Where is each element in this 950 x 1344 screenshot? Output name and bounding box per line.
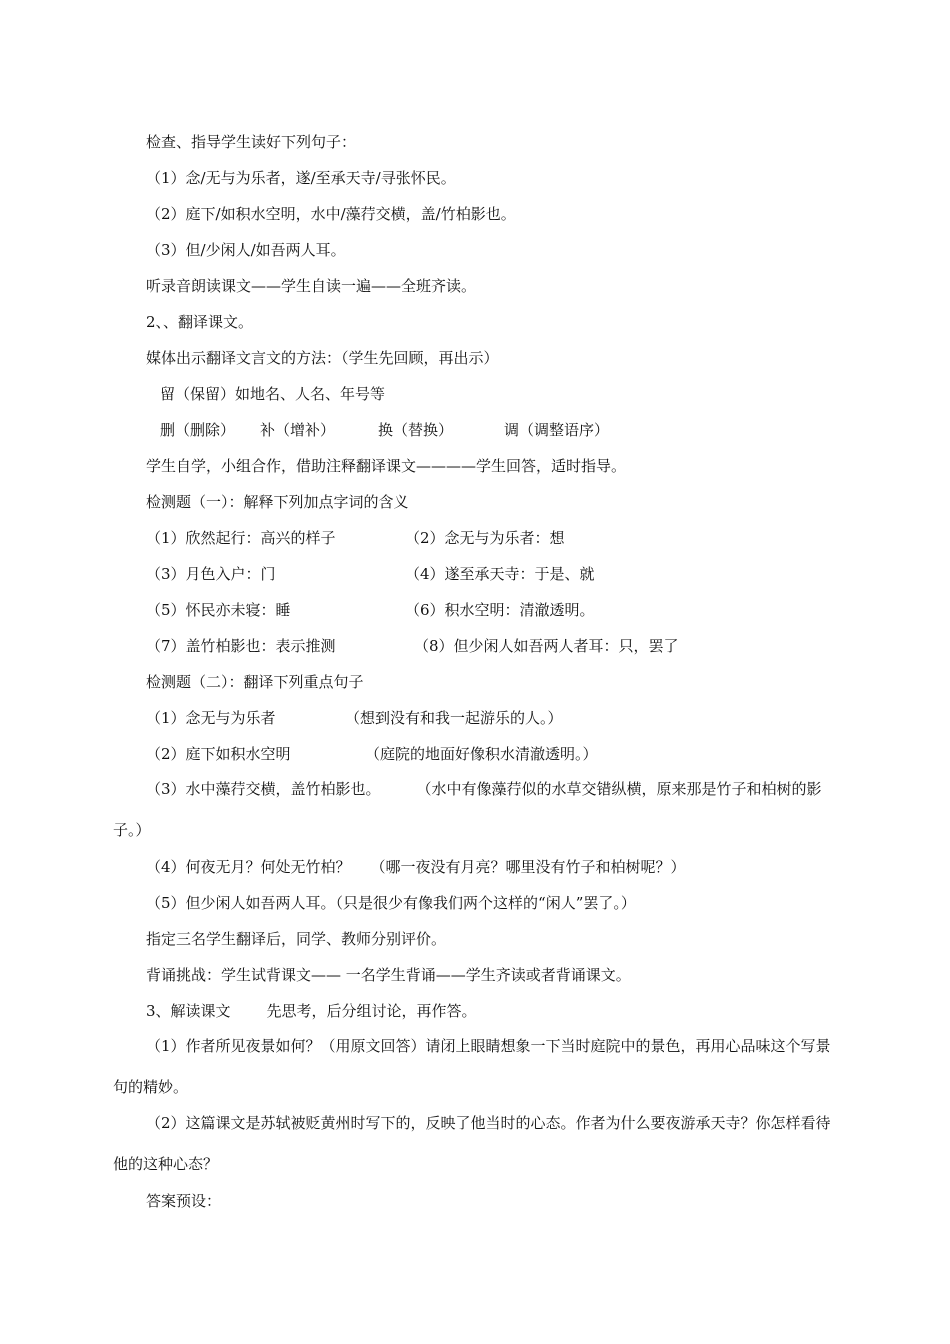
paragraph: 媒体出示翻译文言文的方法：（学生先回顾，再出示） [146,349,499,367]
paragraph: 检查、指导学生读好下列句子： [146,133,357,151]
quiz-row [113,563,838,599]
section-title: 3、解读课文 [146,1002,231,1020]
method-reorder: 调（调整语序） [504,421,610,439]
paragraph: 指定三名学生翻译后，同学、教师分别评价。 [146,930,447,948]
section-heading-2: 2、、翻译课文。 [146,313,254,331]
translation-item [113,856,838,892]
quiz-item: （1）欣然起行：高兴的样子 [146,529,336,547]
translation-answer: （庭院的地面好像积水清澈透明。） [365,745,598,763]
translation-item [113,707,838,743]
paragraph: 背诵挑战：学生试背课文—— 一名学生背诵——学生齐读或者背诵课文。 [146,966,631,984]
translation-item [113,769,838,851]
quiz-heading-2: 检测题（二）：翻译下列重点句子 [146,673,364,691]
translation-item: （5）但少闲人如吾两人耳。（只是很少有像我们两个这样的“闲人”罢了。） [146,894,636,912]
document-body [113,131,838,1226]
translation-source: （2）庭下如积水空明 [146,745,291,763]
reading-sentence-1: （1）念/无与为乐者，遂/至承天寺/寻张怀民。 [146,169,456,187]
translation-source: （3）水中藻荇交横，盖竹柏影也。 [146,780,381,798]
method-replace: 换（替换） [378,421,454,439]
translation-answer: （想到没有和我一起游乐的人。） [345,709,563,727]
method-delete: 删（删除） [160,421,236,439]
quiz-heading-1: 检测题（一）：解释下列加点字词的含义 [146,493,409,511]
section-instruction: 先思考，后分组讨论，再作答。 [266,1002,477,1020]
reading-sentence-3: （3）但/少闲人/如吾两人耳。 [146,241,346,259]
quiz-item: （3）月色入户：门 [146,565,276,583]
discussion-question-1: （1）作者所见夜景如何？（用原文回答）请闭上眼睛想象一下当时庭院中的景色，再用心品味这个写景句的精妙。 [113,1037,831,1096]
translation-answer: （水中有像藻荇似的水草交错纵横，原来那是竹子和柏树的影子。） [113,780,822,839]
method-row [113,419,838,455]
method-retain: 留（保留）如地名、人名、年号等 [160,385,386,403]
quiz-item: （4）遂至承天寺：于是、就 [405,565,595,583]
quiz-row [113,635,838,671]
quiz-row [113,599,838,635]
quiz-item: （2）念无与为乐者：想 [405,529,565,547]
paragraph: 听录音朗读课文——学生自读一遍——全班齐读。 [146,277,477,295]
paragraph: 学生自学，小组合作，借助注释翻译课文————学生回答，适时指导。 [146,457,627,475]
answer-preset-label: 答案预设： [146,1192,222,1210]
translation-answer: （哪一夜没有月亮？哪里没有竹子和柏树呢？） [370,858,686,876]
reading-sentence-2: （2）庭下/如积水空明，水中/藻荇交横，盖/竹柏影也。 [146,205,516,223]
quiz-item: （7）盖竹柏影也：表示推测 [146,637,336,655]
translation-source: （4）何夜无月？何处无竹柏？ [146,858,351,876]
method-add: 补（增补） [260,421,336,439]
discussion-question-2: （2）这篇课文是苏轼被贬黄州时写下的，反映了他当时的心态。作者为什么要夜游承天寺？你怎样看待他的这种心态？ [113,1114,831,1173]
quiz-row [113,527,838,563]
quiz-item: （5）怀民亦未寝：睡 [146,601,291,619]
quiz-item: （6）积水空明：清澈透明。 [405,601,595,619]
quiz-item: （8）但少闲人如吾两人者耳：只，罢了 [414,637,679,655]
translation-source: （1）念无与为乐者 [146,709,276,727]
